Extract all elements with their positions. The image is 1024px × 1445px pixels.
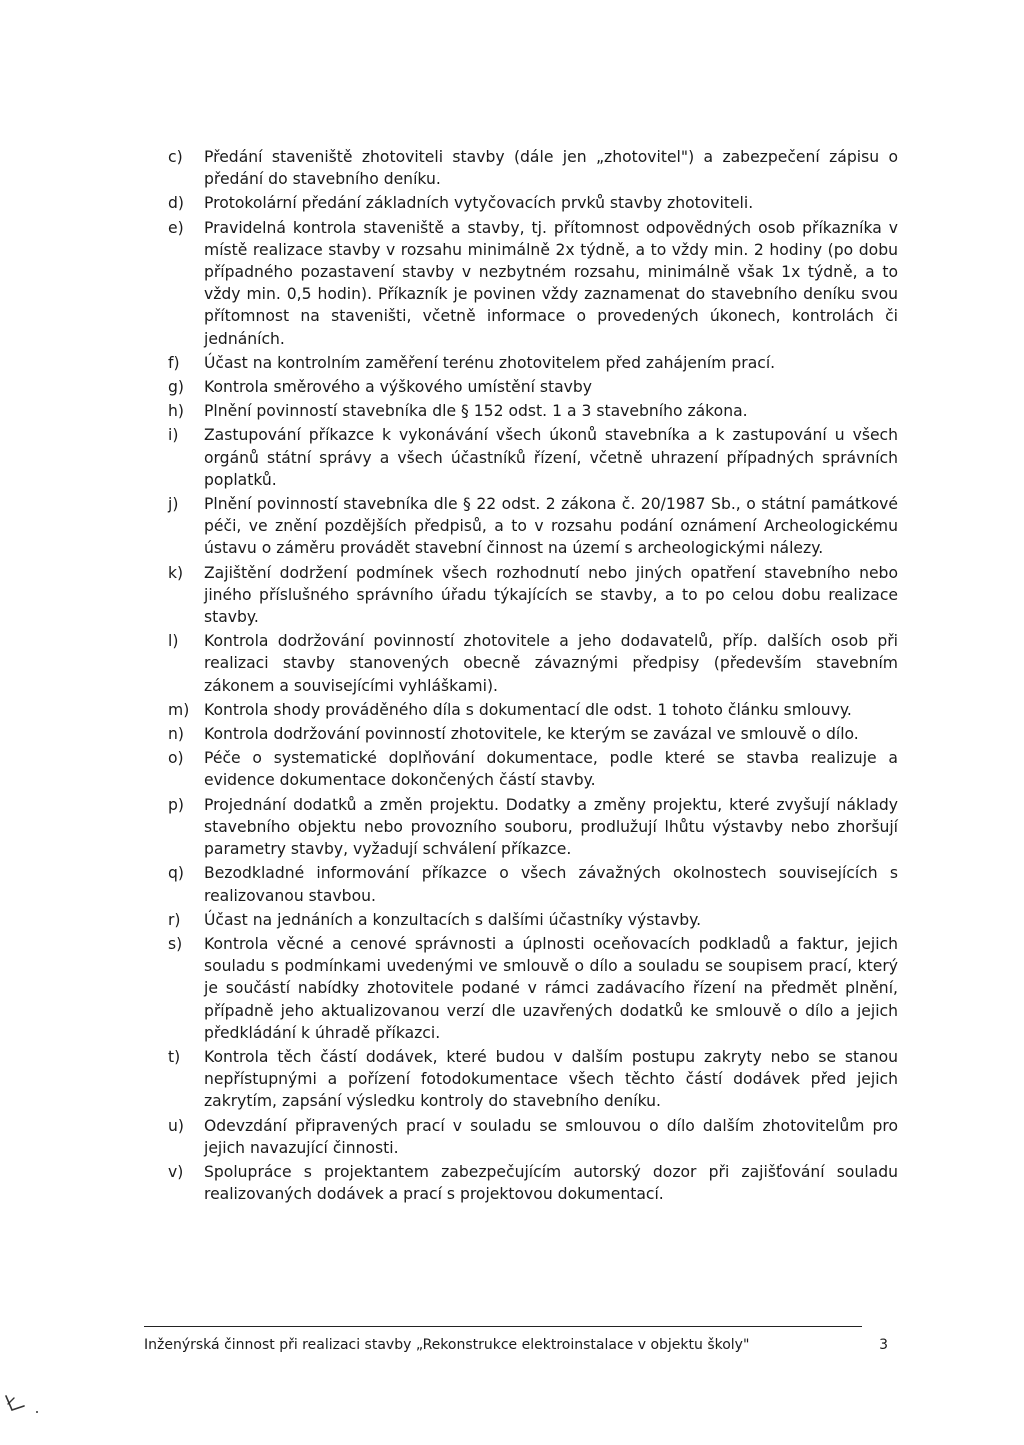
list-item-text: Protokolární předání základních vytyčovacích prvků stavby zhotoviteli. bbox=[204, 194, 754, 213]
list-item bbox=[168, 909, 898, 931]
list-item bbox=[168, 747, 898, 791]
list-item-text: Bezodkladné informování příkazce o všech závažných okolnostech souvisejících s realizovanou stavbou. bbox=[204, 864, 898, 905]
list-item-text: Předání staveniště zhotoviteli stavby (dále jen „zhotovitel") a zabezpečení zápisu o předání do stavebního deníku. bbox=[204, 148, 898, 189]
list-item-text: Péče o systematické doplňování dokumentace, podle které se stavba realizuje a evidence dokumentace dokončených částí stavby. bbox=[204, 749, 898, 790]
list-item-text: Zastupování příkazce k vykonávání všech úkonů stavebníka a k zastupování u všech orgánů státní správy a všech účastníků řízení, včetně uhrazení případných správních poplatků. bbox=[204, 426, 898, 489]
list-item-marker: q) bbox=[168, 864, 184, 883]
footer-rule bbox=[144, 1326, 862, 1327]
list-item-marker: t) bbox=[168, 1047, 181, 1066]
list-item-marker: j) bbox=[168, 495, 179, 514]
list-item-text: Zajištění dodržení podmínek všech rozhodnutí nebo jiných opatření stavebního nebo jiného příslušného správního úřadu týkajících se stavby, a to po celou dobu realizace stavby. bbox=[204, 563, 898, 627]
list-item bbox=[168, 562, 898, 629]
list-item-text: Plnění povinností stavebníka dle § 152 odst. 1 a 3 stavebního zákona. bbox=[204, 402, 748, 421]
list-item bbox=[168, 933, 898, 1044]
list-item-marker: d) bbox=[168, 194, 184, 213]
list-item bbox=[168, 352, 898, 374]
list-item-marker: v) bbox=[168, 1162, 184, 1181]
list-item bbox=[168, 699, 898, 721]
list-item bbox=[168, 192, 898, 214]
list-item-text: Kontrola dodržování povinností zhotovitele, ke kterým se zavázal ve smlouvě o dílo. bbox=[204, 725, 859, 744]
list-item-marker: s) bbox=[168, 934, 183, 953]
list-item-marker: i) bbox=[168, 426, 179, 445]
list-item-text: Účast na kontrolním zaměření terénu zhotovitelem před zahájením prací. bbox=[204, 353, 776, 372]
list-item-marker: e) bbox=[168, 218, 184, 237]
list-item bbox=[168, 862, 898, 906]
list-item-marker: l) bbox=[168, 632, 179, 651]
page-footer bbox=[144, 1326, 888, 1355]
list-item-text: Kontrola směrového a výškového umístění stavby bbox=[204, 378, 593, 397]
list-item-text: Spolupráce s projektantem zabezpečujícím autorský dozor při zajišťování souladu realizovaných dodávek a prací s projektovou dokumentací. bbox=[204, 1162, 898, 1204]
list-item-marker: k) bbox=[168, 563, 184, 582]
obligations-list bbox=[168, 146, 898, 1207]
handwritten-initials-mark bbox=[4, 1392, 44, 1416]
list-item-marker: h) bbox=[168, 402, 184, 421]
list-item-marker: p) bbox=[168, 795, 184, 814]
list-item bbox=[168, 1161, 898, 1205]
list-item bbox=[168, 1115, 898, 1159]
list-item bbox=[168, 493, 898, 560]
list-item bbox=[168, 376, 898, 398]
list-item-marker: n) bbox=[168, 725, 184, 744]
list-item-text: Projednání dodatků a změn projektu. Dodatky a změny projektu, které zvyšují náklady stavebního objektu nebo provozního souboru, prodlužují lhůtu výstavby nebo zhoršují parametry stavby, vyžadují schválení příkazce. bbox=[204, 795, 898, 859]
list-item bbox=[168, 424, 898, 491]
footer-title: Inženýrská činnost při realizaci stavby „Rekonstrukce elektroinstalace v objektu školy" bbox=[144, 1337, 750, 1353]
list-item-text: Účast na jednáních a konzultacích s dalšími účastníky výstavby. bbox=[204, 910, 702, 929]
list-item-marker: c) bbox=[168, 148, 183, 166]
list-item bbox=[168, 146, 898, 190]
list-item-marker: u) bbox=[168, 1116, 184, 1135]
list-item-text: Kontrola shody prováděného díla s dokumentací dle odst. 1 tohoto článku smlouvy. bbox=[204, 700, 852, 719]
list-item-text: Odevzdání připravených prací v souladu se smlouvou o dílo dalším zhotovitelům pro jejich navazující činnosti. bbox=[204, 1116, 898, 1157]
list-item bbox=[168, 723, 898, 745]
page-number: 3 bbox=[879, 1337, 888, 1353]
list-item-marker: f) bbox=[168, 353, 180, 372]
list-item-marker: m) bbox=[168, 700, 190, 719]
list-item-text: Kontrola věcné a cenové správnosti a úplnosti oceňovacích podkladů a faktur, jejich souladu s podmínkami uvedenými ve smlouvě o dílo a souladu se soupisem prací, který je součástí nabídky zhotovitele podané v rámci zadávacího řízení na předmět plnění, případně jeho aktualizovanou verzí dle uzavřených dodatků ke smlouvě o dílo a jejich předkládání k úhradě příkazci. bbox=[204, 934, 898, 1042]
list-item bbox=[168, 630, 898, 697]
list-item-text: Kontrola dodržování povinností zhotovitele a jeho dodavatelů, příp. dalších osob při realizaci stavby stanovených obecně závaznými předpisy (především stavebním zákonem a souvisejícími vyhláškami). bbox=[204, 632, 898, 695]
list-item-text: Pravidelná kontrola staveniště a stavby, tj. přítomnost odpovědných osob příkazníka v místě realizace stavby v rozsahu minimálně 2x týdně, a to vždy min. 2 hodiny (po dobu případného pozastavení stavby v nezbytném rozsahu, minimálně však 1x týdně, a to vždy min. 0,5 hodin). Příkazník je povinen vždy zaznamenat do stavebního deníku svou přítomnost na staveništi, včetně informace o provedených úkonech, kontrolách či jednáních. bbox=[204, 218, 898, 348]
list-item bbox=[168, 794, 898, 861]
list-item-text: Kontrola těch částí dodávek, které budou v dalším postupu zakryty nebo se stanou nepřístupnými a pořízení fotodokumentace všech těchto částí dodávek před jejich zakrytím, zapsání výsledku kontroly do stavebního deníku. bbox=[204, 1047, 898, 1111]
list-item-text: Plnění povinností stavebníka dle § 22 odst. 2 zákona č. 20/1987 Sb., o státní památkové péči, ve znění pozdějších předpisů, a to v rozsahu podání oznámení Archeologickému ústavu o záměru provádět stavební činnost na území s archeologickými nálezy. bbox=[204, 495, 898, 558]
list-item-marker: g) bbox=[168, 378, 184, 397]
list-item-marker: o) bbox=[168, 749, 184, 768]
list-item bbox=[168, 1046, 898, 1113]
list-item bbox=[168, 217, 898, 350]
list-item bbox=[168, 400, 898, 422]
list-item-marker: r) bbox=[168, 910, 181, 929]
